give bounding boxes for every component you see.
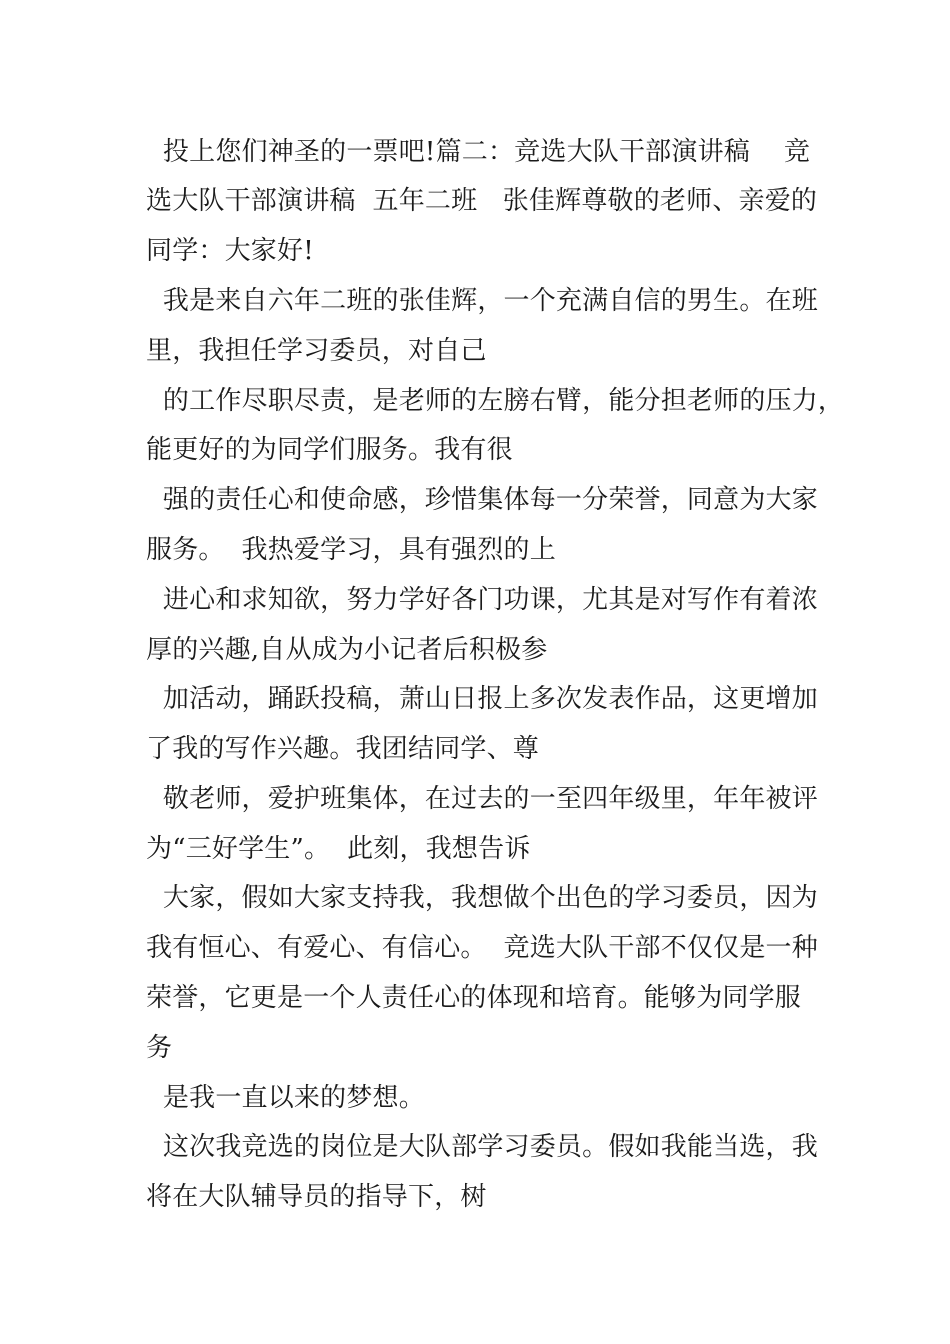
text-line: 厚的兴趣,自从成为小记者后积极参	[146, 635, 548, 665]
text-line: 选大队干部演讲稿 五年二班 张佳辉尊敬的老师、亲爱的	[146, 186, 818, 216]
text-line: 强的责任心和使命感，珍惜集体每一分荣誉，同意为大家	[146, 485, 818, 515]
text-line: 能更好的为同学们服务。我有很	[146, 435, 513, 465]
text-line: 的工作尽职尽责，是老师的左膀右臂，能分担老师的压力，	[146, 386, 845, 416]
text-line: 加活动，踊跃投稿，萧山日报上多次发表作品，这更增加	[146, 684, 818, 714]
text-line: 我是来自六年二班的张佳辉，一个充满自信的男生。在班	[146, 286, 818, 316]
text-line: 投上您们神圣的一票吧!篇二：竞选大队干部演讲稿 竞	[146, 137, 811, 167]
text-line: 进心和求知欲，努力学好各门功课，尤其是对写作有着浓	[146, 585, 818, 615]
text-line: 荣誉，它更是一个人责任心的体现和培育。能够为同学服	[146, 983, 802, 1013]
text-line: 是我一直以来的梦想。	[146, 1083, 425, 1113]
text-line: 为“三好学生”。 此刻，我想告诉	[146, 834, 531, 864]
text-line: 里，我担任学习委员，对自己	[146, 336, 487, 366]
text-line: 同学：大家好!	[146, 236, 314, 266]
text-line: 我有恒心、有爱心、有信心。 竞选大队干部不仅仅是一种	[146, 933, 818, 963]
text-line: 这次我竞选的岗位是大队部学习委员。假如我能当选，我	[146, 1132, 818, 1162]
text-line: 大家，假如大家支持我，我想做个出色的学习委员，因为	[146, 883, 818, 913]
text-line: 务	[146, 1033, 173, 1063]
text-line: 了我的写作兴趣。我团结同学、尊	[146, 734, 540, 764]
text-line: 将在大队辅导员的指导下，树	[146, 1182, 487, 1212]
text-line: 敬老师，爱护班集体，在过去的一至四年级里，年年被评	[146, 784, 818, 814]
text-line: 服务。 我热爱学习，具有强烈的上	[146, 535, 556, 565]
